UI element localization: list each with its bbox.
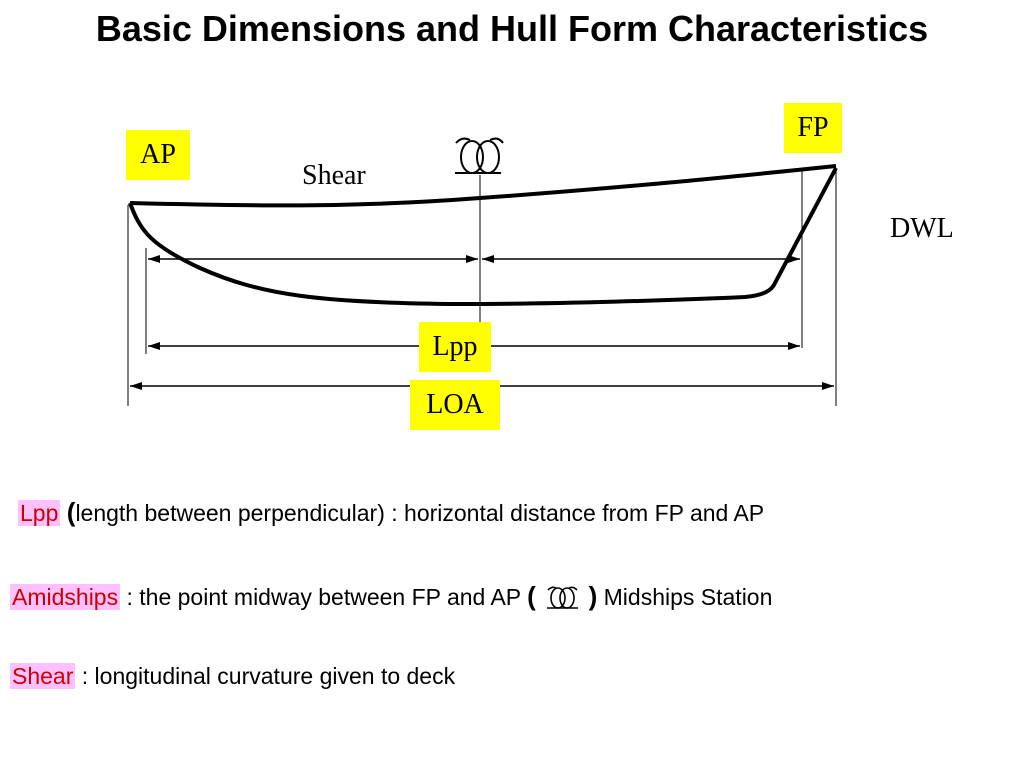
- definition-paren-open: (: [66, 497, 76, 527]
- dwl-label: DWL: [890, 213, 954, 244]
- lpp-label: Lpp: [419, 322, 491, 372]
- page-title: Basic Dimensions and Hull Form Characteristics: [95, 8, 929, 49]
- definition-text-lpp: length between perpendicular) : horizontal distance from FP and AP: [75, 500, 765, 526]
- shear-label: Shear: [302, 160, 366, 191]
- fp-label: FP: [784, 103, 842, 153]
- definition-term-amidships: Amidships: [12, 584, 119, 610]
- definition-term-lpp: Lpp: [20, 500, 59, 526]
- definition-lpp: [18, 497, 764, 528]
- amidships-symbol-icon: [455, 139, 503, 173]
- definition-amidships: [10, 581, 772, 612]
- loa-label: LOA: [410, 380, 500, 430]
- hull-outline: [130, 168, 836, 304]
- amidships-symbol-icon: [542, 585, 582, 611]
- definition-term-shear: Shear: [12, 663, 74, 689]
- definition-paren-close-amidships: ): [588, 581, 598, 611]
- definition-shear: [10, 663, 455, 690]
- ap-label: AP: [126, 130, 190, 180]
- definition-text-after-amidships: Midships Station: [603, 584, 773, 610]
- definition-text-amidships: : the point midway between FP and AP: [120, 584, 521, 610]
- definition-paren-open-amidships: (: [527, 581, 536, 611]
- definition-text-shear: : longitudinal curvature given to deck: [75, 663, 456, 689]
